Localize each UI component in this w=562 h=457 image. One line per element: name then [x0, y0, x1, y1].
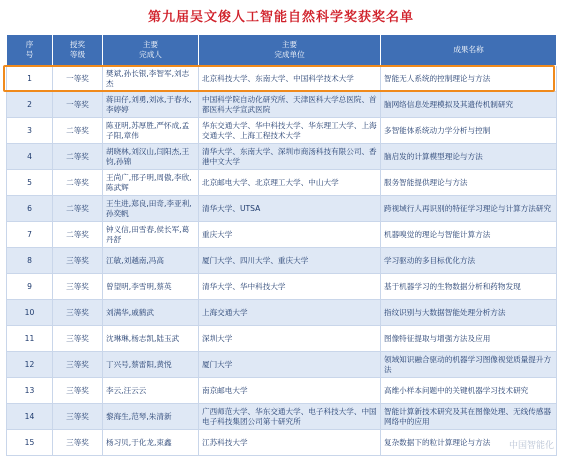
cell-people: 蒋田仔,刘勇,刘冰,于春水,李婷婷 — [103, 92, 199, 118]
cell-people: 胡晓林,刘汉山,闫阳杰,王钧,孙锦 — [103, 144, 199, 170]
cell-grade: 二等奖 — [53, 144, 103, 170]
cell-grade: 三等奖 — [53, 378, 103, 404]
cell-project: 脑启发的计算模型理论与方法 — [381, 144, 557, 170]
cell-grade: 二等奖 — [53, 222, 103, 248]
cell-grade: 三等奖 — [53, 326, 103, 352]
table-header-row — [7, 35, 557, 66]
table-row — [7, 92, 557, 118]
cell-units: 清华大学、东南大学、深圳市商汤科技有限公司、香港中文大学 — [199, 144, 381, 170]
cell-project: 服务智能提供理论与方法 — [381, 170, 557, 196]
table-row — [7, 118, 557, 144]
cell-no: 6 — [7, 196, 53, 222]
cell-units: 厦门大学、四川大学、重庆大学 — [199, 248, 381, 274]
cell-no: 9 — [7, 274, 53, 300]
cell-grade: 三等奖 — [53, 404, 103, 430]
watermark: 中国智能化 — [508, 441, 554, 451]
table-row — [7, 248, 557, 274]
cell-grade: 二等奖 — [53, 196, 103, 222]
cell-units: 中国科学院自动化研究所、天津医科大学总医院、首都医科大学宣武医院 — [199, 92, 381, 118]
cell-grade: 二等奖 — [53, 170, 103, 196]
table-row — [7, 66, 557, 92]
cell-people: 陈亚明,苏厚胜,严怀成,孟子阳,章伟 — [103, 118, 199, 144]
cell-units: 南京邮电大学 — [199, 378, 381, 404]
cell-project: 智能计算新技术研究及其在图像处理、无线传感器网络中的应用 — [381, 404, 557, 430]
cell-units: 北京邮电大学、北京理工大学、中山大学 — [199, 170, 381, 196]
cell-grade: 三等奖 — [53, 352, 103, 378]
cell-units: 上海交通大学 — [199, 300, 381, 326]
cell-units: 深圳大学 — [199, 326, 381, 352]
cell-grade: 三等奖 — [53, 248, 103, 274]
cell-people: 刘满华,戚鹤武 — [103, 300, 199, 326]
cell-people: 江敏,刘越南,冯高 — [103, 248, 199, 274]
cell-units: 清华大学、UTSA — [199, 196, 381, 222]
cell-no: 13 — [7, 378, 53, 404]
cell-units: 北京科技大学、东南大学、中国科学技术大学 — [199, 66, 381, 92]
cell-units: 厦门大学 — [199, 352, 381, 378]
table-row — [7, 222, 557, 248]
cell-project: 复杂数据下的粒计算理论与方法 — [381, 430, 557, 456]
cell-people: 沈琳琳,杨志凯,陆玉武 — [103, 326, 199, 352]
header-units: 主要 完成单位 — [199, 35, 381, 66]
cell-no: 5 — [7, 170, 53, 196]
cell-no: 2 — [7, 92, 53, 118]
cell-people: 王尚广,邢子明,周傲,李欣,陈武辉 — [103, 170, 199, 196]
table-row — [7, 326, 557, 352]
cell-grade: 二等奖 — [53, 118, 103, 144]
cell-people: 李云,汪云云 — [103, 378, 199, 404]
table-row — [7, 274, 557, 300]
table-row — [7, 196, 557, 222]
cell-people: 曾望明,李雪明,蔡英 — [103, 274, 199, 300]
cell-project: 高维小样本问题中的关键机器学习技术研究 — [381, 378, 557, 404]
cell-project: 指纹识别与大数据智能处理分析方法 — [381, 300, 557, 326]
cell-project: 领域知识融合驱动的机器学习图像视觉质量提升方法 — [381, 352, 557, 378]
cell-units: 重庆大学 — [199, 222, 381, 248]
page-title: 第九届吴文俊人工智能自然科学奖获奖名单 — [147, 10, 414, 25]
cell-people: 黎海生,范琴,朱清新 — [103, 404, 199, 430]
table-body — [7, 66, 557, 456]
cell-project: 学习驱动的多目标优化方法 — [381, 248, 557, 274]
cell-no: 14 — [7, 404, 53, 430]
cell-no: 12 — [7, 352, 53, 378]
cell-people: 钟义信,田雪春,侯长军,葛丹舒 — [103, 222, 199, 248]
cell-no: 15 — [7, 430, 53, 456]
cell-no: 8 — [7, 248, 53, 274]
cell-people: 丁兴号,蔡雷阳,黄悦 — [103, 352, 199, 378]
cell-project: 脑网络信息处理模拟及其遗传机制研究 — [381, 92, 557, 118]
cell-project: 基于机器学习的生物数据分析和药物发现 — [381, 274, 557, 300]
table-row — [7, 430, 557, 456]
cell-project: 图像特征提取与增强方法及应用 — [381, 326, 557, 352]
cell-project: 跨视域行人再识别的特征学习理论与计算方法研究 — [381, 196, 557, 222]
header-no: 序 号 — [7, 35, 53, 66]
cell-units: 华东交通大学、华中科技大学、华东理工大学、上海交通大学、上海工程技术大学 — [199, 118, 381, 144]
cell-project: 智能无人系统的控制理论与方法 — [381, 66, 557, 92]
header-project: 成果名称 — [381, 35, 557, 66]
cell-people: 杨习贝,于化龙,束鑫 — [103, 430, 199, 456]
header-people: 主要 完成人 — [103, 35, 199, 66]
table-row — [7, 300, 557, 326]
table-row — [7, 352, 557, 378]
cell-units: 广西师范大学、华东交通大学、电子科技大学、中国电子科技集团公司第十研究所 — [199, 404, 381, 430]
cell-project: 多智能体系统动力学分析与控制 — [381, 118, 557, 144]
header-grade: 授奖 等级 — [53, 35, 103, 66]
cell-grade: 一等奖 — [53, 92, 103, 118]
cell-people: 樊斌,孙长银,李智军,刘志杰 — [103, 66, 199, 92]
cell-no: 4 — [7, 144, 53, 170]
cell-grade: 一等奖 — [53, 66, 103, 92]
cell-grade: 三等奖 — [53, 300, 103, 326]
table-row — [7, 378, 557, 404]
cell-project: 机器嗅觉的理论与智能计算方法 — [381, 222, 557, 248]
award-table — [6, 34, 557, 456]
cell-no: 10 — [7, 300, 53, 326]
cell-units: 清华大学、华中科技大学 — [199, 274, 381, 300]
cell-no: 11 — [7, 326, 53, 352]
cell-grade: 三等奖 — [53, 430, 103, 456]
cell-no: 7 — [7, 222, 53, 248]
table-row — [7, 404, 557, 430]
cell-no: 3 — [7, 118, 53, 144]
table-row — [7, 170, 557, 196]
cell-grade: 三等奖 — [53, 274, 103, 300]
cell-people: 王生进,郑良,田奇,李亚利,孙奕帆 — [103, 196, 199, 222]
table-row — [7, 144, 557, 170]
cell-units: 江苏科技大学 — [199, 430, 381, 456]
cell-no: 1 — [7, 66, 53, 92]
